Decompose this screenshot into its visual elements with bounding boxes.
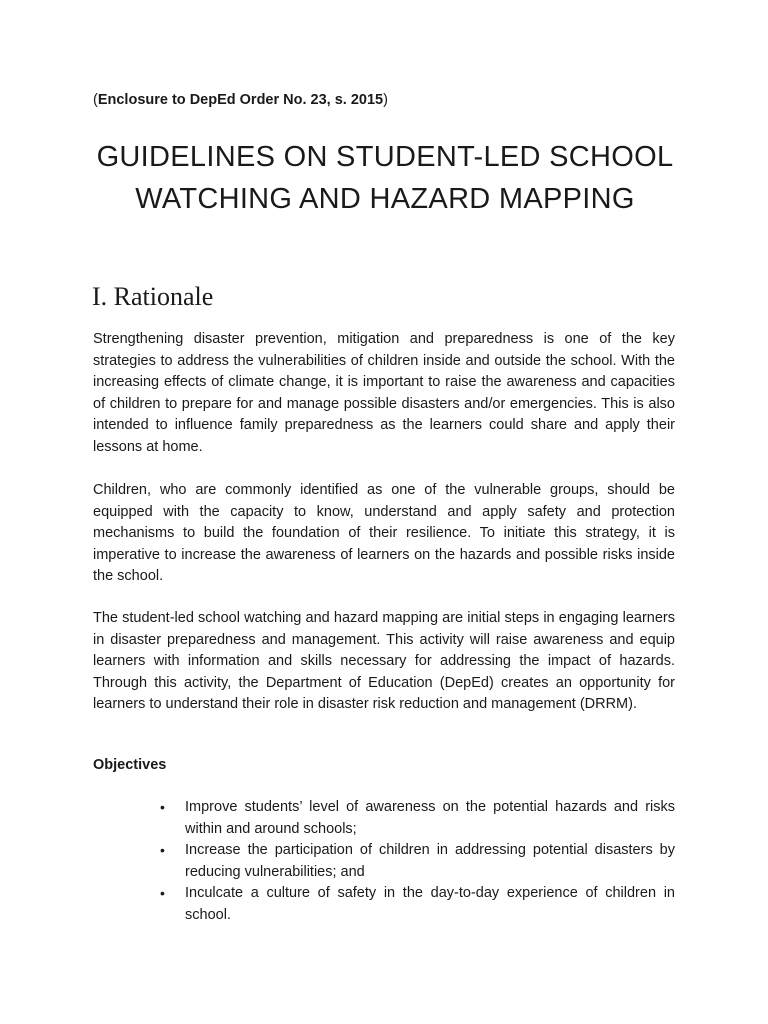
objective-item [160, 840, 675, 883]
objective-item [160, 797, 675, 840]
rationale-paragraph-2: Children, who are commonly identified as one of the vulnerable groups, should be equipped with the capacity to know, understand and apply safety and protection mechanisms to build the foundation of their resilience. To initiate this strategy, it is imperative to increase the awareness of learners on the hazards and possible risks inside the school. [93, 482, 675, 585]
bullet-icon: • [160, 885, 165, 902]
enclosure-reference [93, 90, 388, 110]
objective-text: Improve students’ level of awareness on the potential hazards and risks within and around schools; [185, 799, 675, 837]
enclosure-close-paren: ) [383, 92, 388, 108]
objective-text: Increase the participation of children in addressing potential disasters by reducing vulnerabilities; and [185, 842, 675, 880]
objectives-list [160, 797, 675, 927]
bullet-icon: • [160, 799, 165, 815]
objective-text: Inculcate a culture of safety in the day-to-day experience of children in school. [185, 885, 675, 923]
bullet-icon: • [160, 842, 165, 859]
section-heading-rationale: I. Rationale [92, 282, 214, 311]
rationale-paragraph-3: The student-led school watching and hazard mapping are initial steps in engaging learners in disaster preparedness and management. This activity will raise awareness and equip learners with information and skills necessary for addressing the impact of hazards. Through this activity, the Department of Education (DepEd) creates an opportunity for learners to understand their role in disaster risk reduction and management (DRRM). [93, 610, 675, 713]
objective-item [160, 883, 675, 926]
objectives-heading: Objectives [93, 757, 167, 773]
document-title: GUIDELINES ON STUDENT-LED SCHOOL WATCHING AND HAZARD MAPPING [96, 141, 674, 215]
enclosure-text: Enclosure to DepEd Order No. 23, s. 2015 [97, 92, 384, 108]
rationale-paragraph-1: Strengthening disaster prevention, mitigation and preparedness is one of the key strategies to address the vulnerabilities of children inside and outside the school. With the increasing effects of climate change, it is important to raise the awareness and capacities of children to prepare for and manage possible disasters and/or emergencies. This is also intended to influence family preparedness as the learners could share and apply their lessons at home. [93, 331, 675, 455]
enclosure-open-paren: ( [93, 92, 98, 108]
